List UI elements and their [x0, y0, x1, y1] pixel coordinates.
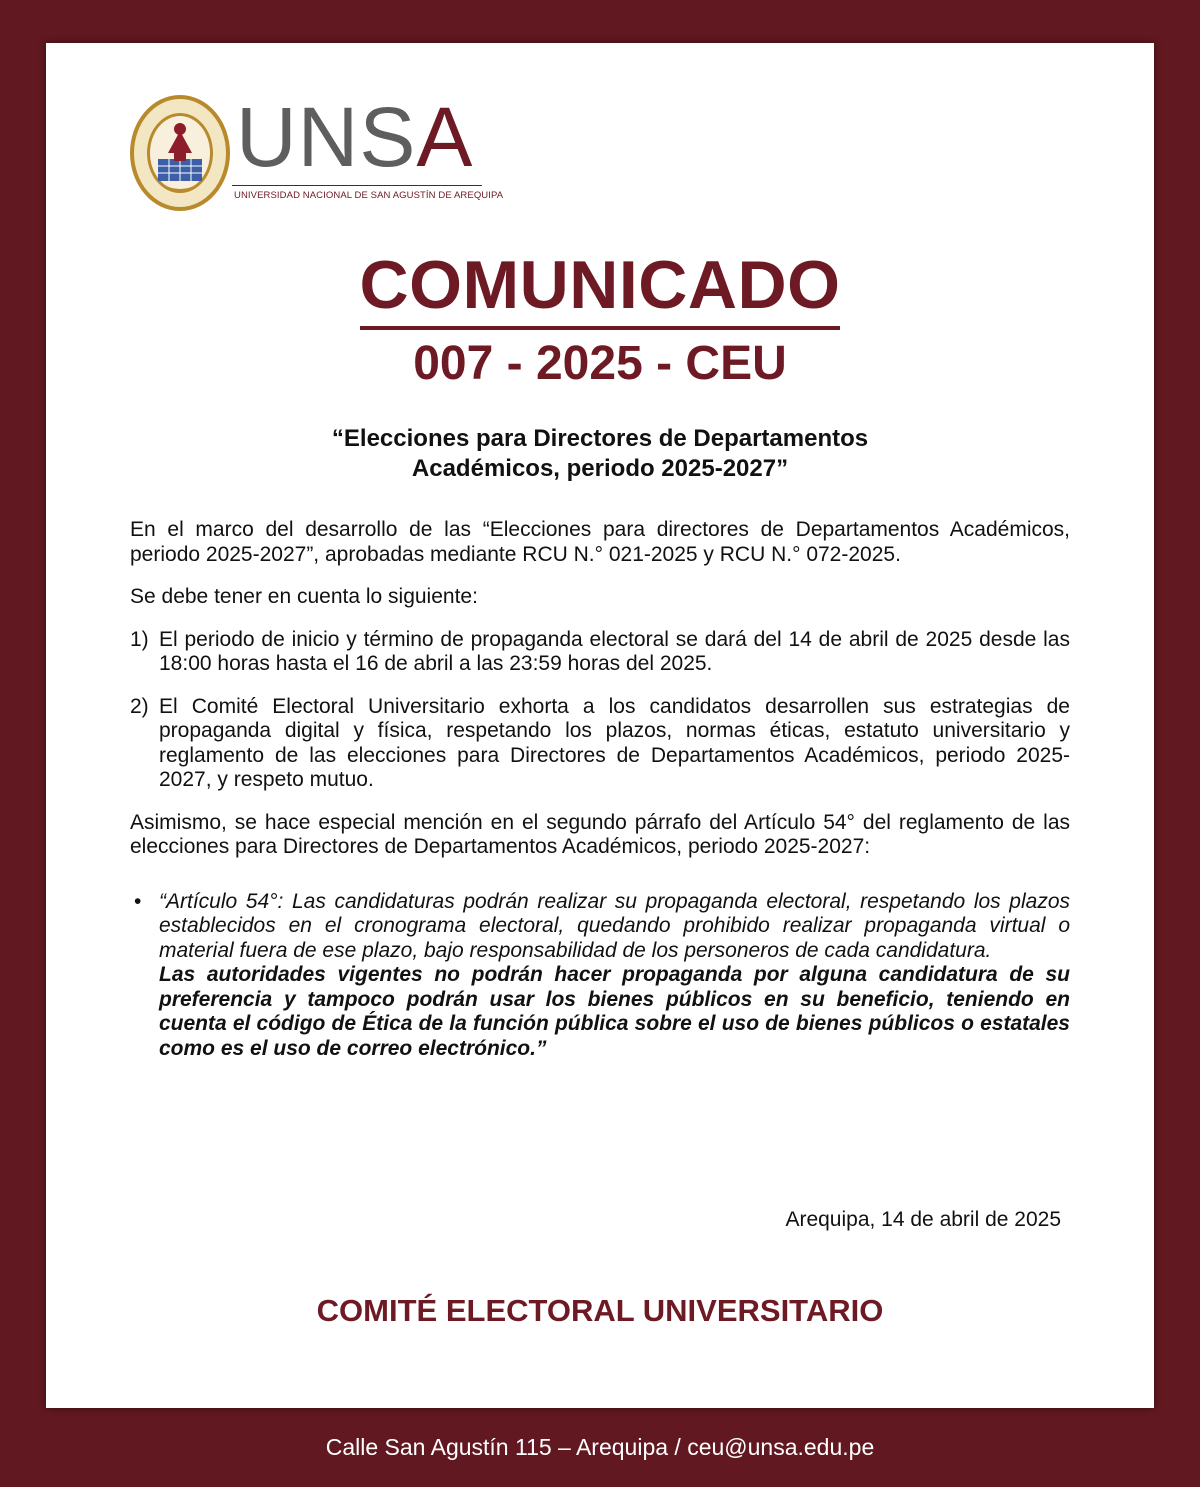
- lead-paragraph: Se debe tener en cuenta lo siguiente:: [130, 585, 478, 608]
- place-date: Arequipa, 14 de abril de 2025: [785, 1208, 1061, 1231]
- quote-text: [159, 890, 1070, 1062]
- logo-subtitle: UNIVERSIDAD NACIONAL DE SAN AGUSTÍN DE AREQUIPA: [234, 190, 504, 201]
- mention-paragraph: Asimismo, se hace especial mención en el segundo párrafo del Artículo 54° del reglamento de las elecciones para Directores de Departamentos Académicos, periodo 2025-2027:: [130, 810, 1070, 858]
- list-item: [130, 628, 1070, 677]
- signature: COMITÉ ELECTORAL UNIVERSITARIO: [316, 1293, 884, 1328]
- logo-wordmark: UNSA: [236, 90, 474, 184]
- quote-italic-part: “Artículo 54°: Las candidaturas podrán realizar su propaganda electoral, respetando los plazos establecidos en el cronograma electoral, quedando prohibido realizar propaganda virtual o material fuera de ese plazo, bajo responsabilidad de los personeros de cada candidatura.: [159, 889, 1070, 962]
- footer-contact: Calle San Agustín 115 – Arequipa / ceu@unsa.edu.pe: [325, 1434, 875, 1460]
- list-item: [130, 695, 1070, 793]
- document-body: [130, 518, 1070, 1061]
- list-number: 1): [130, 627, 149, 651]
- bullet-icon: •: [134, 889, 142, 913]
- document-title: COMUNICADO: [360, 248, 841, 330]
- intro-paragraph: En el marco del desarrollo de las “Elecciones para directores de Departamentos Académicos, periodo 2025-2027”, aprobadas mediante RCU N.° 021-2025 y RCU N.° 072-2025.: [130, 518, 1070, 566]
- university-seal-icon: [128, 93, 232, 213]
- subject-line-1: “Elecciones para Directores de Departamentos: [331, 425, 869, 452]
- quote-bold-part: Las autoridades vigentes no podrán hacer propaganda por alguna candidatura de su preferencia y tampoco podrán usar los bienes públicos en su beneficio, teniendo en cuenta el código de Ética de la función pública sobre el uso de bienes públicos o estatales como es el uso de correo electrónico.”: [159, 963, 1070, 1060]
- document-sheet: [46, 43, 1154, 1408]
- document-code: 007 - 2025 - CEU: [413, 337, 787, 390]
- university-logo: [128, 90, 504, 213]
- subject-line-2: Académicos, periodo 2025-2027”: [411, 455, 789, 482]
- headline: [46, 248, 1154, 392]
- document-subject: [46, 424, 1154, 484]
- article-quote: [130, 890, 1070, 1062]
- list-number: 2): [130, 694, 149, 718]
- list-text: El periodo de inicio y término de propaganda electoral se dará del 14 de abril de 2025 desde las 18:00 horas hasta el 16 de abril a las 23:59 horas del 2025.: [159, 627, 1070, 675]
- logo-divider: [232, 185, 482, 186]
- list-text: El Comité Electoral Universitario exhorta a los candidatos desarrollen sus estrategias de propaganda digital y física, respetando los plazos, normas éticas, estatuto universitario y reglamento de las elecciones para Directores de Departamentos Académicos, periodo 2025-2027, y respeto mutuo.: [159, 694, 1070, 791]
